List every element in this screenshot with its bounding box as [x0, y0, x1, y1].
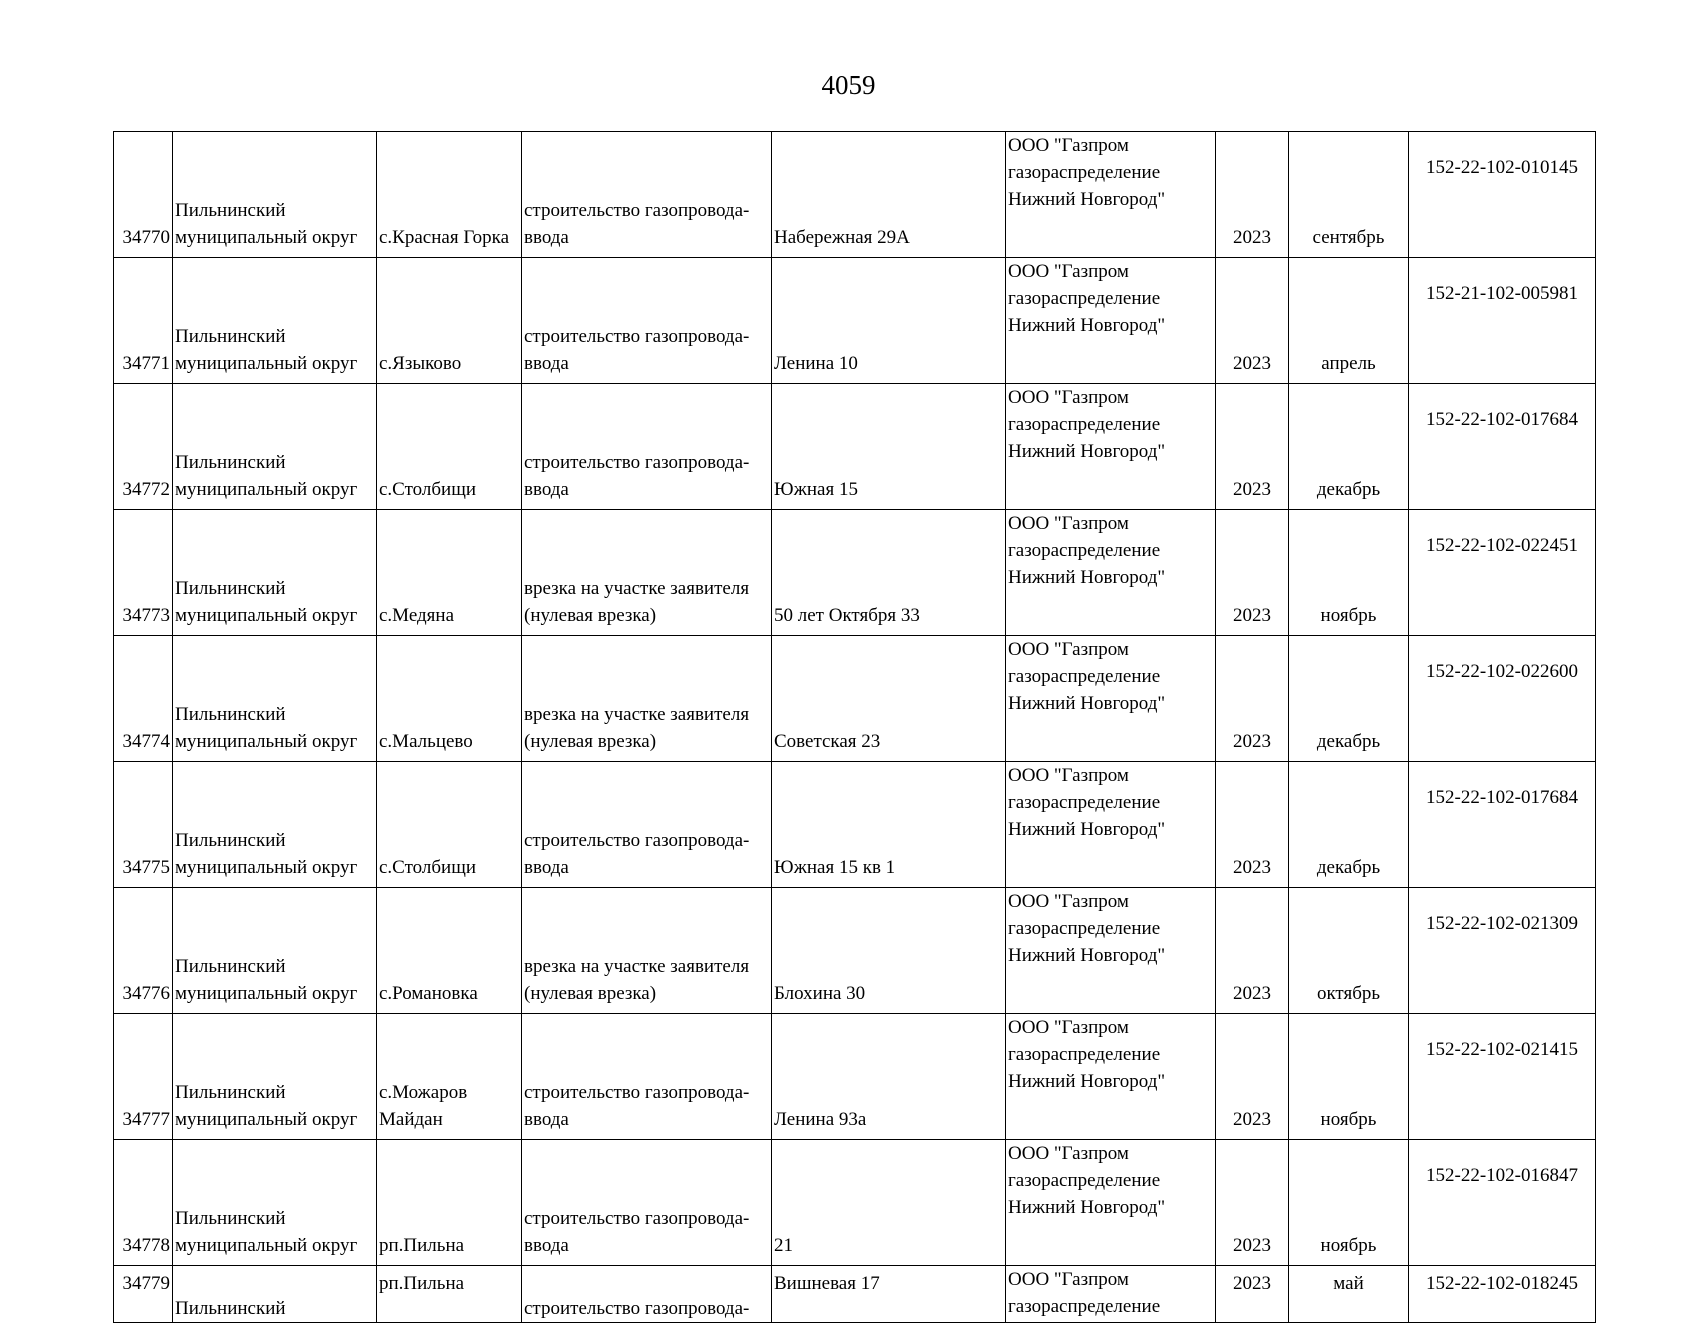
row-number: 34777	[114, 1014, 173, 1140]
district-cell-line: Пильнинский	[175, 452, 286, 473]
application-code-cell: 152-22-102-021309	[1409, 888, 1596, 1014]
work-type-cell-line: строительство газопровода-	[524, 452, 750, 473]
work-type-cell-line: ввода	[524, 1109, 569, 1130]
month-cell: декабрь	[1289, 762, 1409, 888]
application-code-cell: 152-22-102-010145	[1409, 132, 1596, 258]
organization-cell-line: ООО "Газпром	[1008, 387, 1129, 408]
work-type-cell	[522, 258, 772, 384]
organization-cell-line: газораспределение	[1008, 1170, 1161, 1191]
district-cell-line: муниципальный округ	[175, 983, 358, 1004]
application-code-cell: 152-22-102-017684	[1409, 384, 1596, 510]
month-cell: ноябрь	[1289, 510, 1409, 636]
district-cell-line: Пильнинский	[175, 1208, 286, 1229]
month-cell: декабрь	[1289, 384, 1409, 510]
district-cell-line: Пильнинский	[175, 1082, 286, 1103]
work-type-cell-line: (нулевая врезка)	[524, 983, 657, 1004]
organization-cell	[1006, 1014, 1216, 1140]
organization-cell	[1006, 510, 1216, 636]
district-cell-line: муниципальный округ	[175, 479, 358, 500]
settlement-cell-line: с.Мальцево	[379, 731, 473, 752]
year-cell: 2023	[1216, 384, 1289, 510]
settlement-cell-line: рп.Пильна	[379, 1235, 465, 1256]
settlement-cell-line: с.Столбищи	[379, 857, 477, 878]
month-cell: октябрь	[1289, 888, 1409, 1014]
district-cell-line: Пильнинский	[175, 704, 286, 725]
organization-cell-line: ООО "Газпром	[1008, 261, 1129, 282]
district-cell	[173, 1140, 377, 1266]
work-type-cell-line: ввода	[524, 353, 569, 374]
application-code-cell: 152-22-102-017684	[1409, 762, 1596, 888]
row-number: 34778	[114, 1140, 173, 1266]
district-cell	[173, 510, 377, 636]
address-cell: Вишневая 17	[772, 1266, 1006, 1323]
settlement-cell	[377, 258, 522, 384]
work-type-cell-line: (нулевая врезка)	[524, 731, 657, 752]
district-cell	[173, 762, 377, 888]
organization-cell-line: Нижний Новгород"	[1008, 1071, 1166, 1092]
work-type-cell	[522, 1014, 772, 1140]
work-type-cell-line: врезка на участке заявителя	[524, 578, 750, 599]
year-cell: 2023	[1216, 132, 1289, 258]
address-cell: Ленина 93а	[772, 1014, 1006, 1140]
month-cell: декабрь	[1289, 636, 1409, 762]
organization-cell-line: ООО "Газпром	[1008, 513, 1129, 534]
work-type-cell-line: строительство газопровода-	[524, 1298, 750, 1319]
work-type-cell	[522, 1266, 772, 1323]
year-cell: 2023	[1216, 636, 1289, 762]
organization-cell-line: Нижний Новгород"	[1008, 315, 1166, 336]
organization-cell-line: газораспределение	[1008, 1044, 1161, 1065]
table-row	[114, 888, 1596, 1014]
organization-cell-line: Нижний Новгород"	[1008, 945, 1166, 966]
organization-cell-line: Нижний Новгород"	[1008, 441, 1166, 462]
address-cell: Советская 23	[772, 636, 1006, 762]
address-cell: Набережная 29А	[772, 132, 1006, 258]
work-type-cell-line: ввода	[524, 227, 569, 248]
organization-cell-line: ООО "Газпром	[1008, 765, 1129, 786]
table-row	[114, 1014, 1596, 1140]
organization-cell-line: Нижний Новгород"	[1008, 1197, 1166, 1218]
district-cell	[173, 888, 377, 1014]
district-cell-line: муниципальный округ	[175, 227, 358, 248]
address-cell: Блохина 30	[772, 888, 1006, 1014]
work-type-cell-line: строительство газопровода-	[524, 326, 750, 347]
settlement-cell	[377, 384, 522, 510]
organization-cell-line: газораспределение	[1008, 918, 1161, 939]
month-cell: сентябрь	[1289, 132, 1409, 258]
settlement-cell-line: с.Можаров	[379, 1082, 468, 1103]
work-type-cell-line: ввода	[524, 1235, 569, 1256]
organization-cell-line: газораспределение	[1008, 666, 1161, 687]
work-type-cell	[522, 132, 772, 258]
district-cell-line: муниципальный округ	[175, 353, 358, 374]
organization-cell	[1006, 636, 1216, 762]
row-number: 34771	[114, 258, 173, 384]
table-row	[114, 510, 1596, 636]
work-type-cell	[522, 636, 772, 762]
settlement-cell-line: рп.Пильна	[379, 1273, 465, 1294]
organization-cell	[1006, 258, 1216, 384]
organization-cell-line: Нижний Новгород"	[1008, 819, 1166, 840]
district-cell-line: Пильнинский	[175, 200, 286, 221]
district-cell	[173, 636, 377, 762]
work-type-cell-line: врезка на участке заявителя	[524, 956, 750, 977]
organization-cell-line: ООО "Газпром	[1008, 135, 1129, 156]
year-cell: 2023	[1216, 258, 1289, 384]
district-cell-line: Пильнинский	[175, 578, 286, 599]
organization-cell-line: ООО "Газпром	[1008, 1017, 1129, 1038]
year-cell: 2023	[1216, 1266, 1289, 1323]
address-cell: Южная 15 кв 1	[772, 762, 1006, 888]
organization-cell	[1006, 384, 1216, 510]
settlement-cell	[377, 1014, 522, 1140]
row-number: 34770	[114, 132, 173, 258]
district-cell-line: муниципальный округ	[175, 857, 358, 878]
year-cell: 2023	[1216, 510, 1289, 636]
organization-cell	[1006, 132, 1216, 258]
settlement-cell	[377, 1140, 522, 1266]
organization-cell-line: газораспределение	[1008, 792, 1161, 813]
settlement-cell-line: с.Медяна	[379, 605, 455, 626]
district-cell-line: Пильнинский	[175, 1298, 286, 1319]
address-cell: 50 лет Октября 33	[772, 510, 1006, 636]
work-type-cell-line: ввода	[524, 857, 569, 878]
district-cell-line: Пильнинский	[175, 830, 286, 851]
work-type-cell-line: ввода	[524, 479, 569, 500]
settlement-cell-line: с.Красная Горка	[379, 227, 510, 248]
settlement-cell	[377, 510, 522, 636]
application-code-cell: 152-22-102-021415	[1409, 1014, 1596, 1140]
organization-cell-line: Нижний Новгород"	[1008, 567, 1166, 588]
organization-cell	[1006, 762, 1216, 888]
settlement-cell	[377, 636, 522, 762]
table-row	[114, 1140, 1596, 1266]
settlement-cell	[377, 1266, 522, 1323]
work-type-cell	[522, 510, 772, 636]
district-cell-line: муниципальный округ	[175, 605, 358, 626]
organization-cell-line: газораспределение	[1008, 162, 1161, 183]
application-code-cell: 152-22-102-022451	[1409, 510, 1596, 636]
settlement-cell-line: с.Романовка	[379, 983, 478, 1004]
organization-cell-line: ООО "Газпром	[1008, 1269, 1129, 1290]
application-code-cell: 152-22-102-022600	[1409, 636, 1596, 762]
table-row	[114, 1266, 1596, 1323]
organization-cell	[1006, 1266, 1216, 1323]
table-row	[114, 636, 1596, 762]
work-type-cell-line: строительство газопровода-	[524, 830, 750, 851]
organization-cell-line: газораспределение	[1008, 414, 1161, 435]
month-cell: апрель	[1289, 258, 1409, 384]
row-number: 34773	[114, 510, 173, 636]
month-cell: ноябрь	[1289, 1140, 1409, 1266]
organization-cell-line: газораспределение	[1008, 540, 1161, 561]
application-code-cell: 152-21-102-005981	[1409, 258, 1596, 384]
table-row	[114, 762, 1596, 888]
year-cell: 2023	[1216, 1014, 1289, 1140]
organization-cell-line: ООО "Газпром	[1008, 891, 1129, 912]
work-type-cell-line: строительство газопровода-	[524, 1208, 750, 1229]
district-cell-line: муниципальный округ	[175, 731, 358, 752]
organization-cell-line: Нижний Новгород"	[1008, 189, 1166, 210]
district-cell-line: муниципальный округ	[175, 1109, 358, 1130]
address-cell: Южная 15	[772, 384, 1006, 510]
settlement-cell	[377, 762, 522, 888]
table-row	[114, 258, 1596, 384]
application-code-cell: 152-22-102-018245	[1409, 1266, 1596, 1323]
month-cell: май	[1289, 1266, 1409, 1323]
work-type-cell-line: строительство газопровода-	[524, 1082, 750, 1103]
organization-cell	[1006, 888, 1216, 1014]
year-cell: 2023	[1216, 888, 1289, 1014]
row-number: 34779	[114, 1266, 173, 1323]
settlement-cell	[377, 132, 522, 258]
table-row	[114, 384, 1596, 510]
district-cell	[173, 1014, 377, 1140]
organization-cell-line: ООО "Газпром	[1008, 1143, 1129, 1164]
organization-cell	[1006, 1140, 1216, 1266]
settlement-cell-line: с.Столбищи	[379, 479, 477, 500]
row-number: 34774	[114, 636, 173, 762]
month-cell: ноябрь	[1289, 1014, 1409, 1140]
district-cell	[173, 132, 377, 258]
district-cell	[173, 384, 377, 510]
registry-table	[113, 131, 1596, 1323]
work-type-cell	[522, 1140, 772, 1266]
district-cell	[173, 1266, 377, 1323]
organization-cell-line: газораспределение	[1008, 288, 1161, 309]
organization-cell-line: ООО "Газпром	[1008, 639, 1129, 660]
address-cell: 21	[772, 1140, 1006, 1266]
application-code-cell: 152-22-102-016847	[1409, 1140, 1596, 1266]
settlement-cell	[377, 888, 522, 1014]
work-type-cell	[522, 888, 772, 1014]
row-number: 34772	[114, 384, 173, 510]
row-number: 34776	[114, 888, 173, 1014]
organization-cell-line: газораспределение	[1008, 1296, 1161, 1317]
settlement-cell-line: с.Языково	[379, 353, 462, 374]
row-number: 34775	[114, 762, 173, 888]
organization-cell-line: Нижний Новгород"	[1008, 693, 1166, 714]
settlement-cell-line: Майдан	[379, 1109, 443, 1130]
district-cell	[173, 258, 377, 384]
district-cell-line: Пильнинский	[175, 956, 286, 977]
address-cell: Ленина 10	[772, 258, 1006, 384]
district-cell-line: муниципальный округ	[175, 1235, 358, 1256]
year-cell: 2023	[1216, 1140, 1289, 1266]
work-type-cell	[522, 384, 772, 510]
table-row	[114, 132, 1596, 258]
work-type-cell-line: строительство газопровода-	[524, 200, 750, 221]
work-type-cell-line: врезка на участке заявителя	[524, 704, 750, 725]
district-cell-line: Пильнинский	[175, 326, 286, 347]
year-cell: 2023	[1216, 762, 1289, 888]
work-type-cell-line: (нулевая врезка)	[524, 605, 657, 626]
work-type-cell	[522, 762, 772, 888]
page-number: 4059	[821, 70, 876, 100]
